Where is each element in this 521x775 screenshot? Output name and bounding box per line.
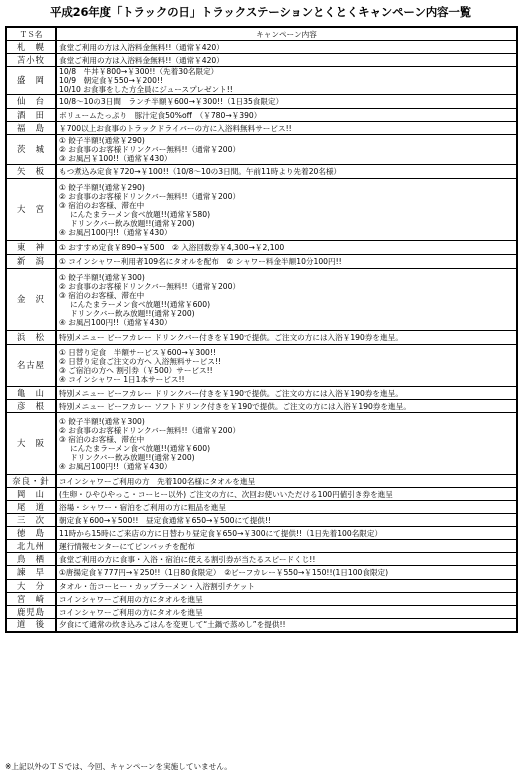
campaign-line: ドリンクバー飲み放題!!(通常￥200): [70, 218, 195, 228]
ts-name-cell: 北九州: [6, 540, 56, 553]
campaign-line: にんたまラーメン食べ放題!!(通常￥600): [70, 443, 211, 453]
campaign-line: 夕食にて通常の炊き込みごはんを変更して“土鍋で蒸めし”を提供!!: [59, 620, 286, 630]
campaign-line: 11時から15時にご来店の方に日替わり昼定食￥650→￥300にて提供!!（1日先着100名限定）: [59, 528, 383, 538]
campaign-line: 食堂ご利用の方は入浴料金無料!!（通常￥420）: [59, 42, 224, 52]
campaign-line: ④ お風呂100円!!（通常￥430）: [59, 317, 172, 327]
campaign-line: ① コインシャワー利用者109名にタオルを配布 ② シャワー料金半額10分100円!!: [59, 257, 342, 266]
campaign-content-cell: [56, 593, 517, 606]
table-row: [6, 606, 517, 619]
campaign-line: 10/9 朝定食￥550→￥200!!: [59, 76, 164, 85]
campaign-table: [5, 26, 518, 633]
ts-name-cell: 鳥 栖: [6, 553, 56, 566]
table-row: [6, 255, 517, 269]
campaign-content-cell: [56, 400, 517, 413]
campaign-content-cell: [56, 527, 517, 540]
ts-name-cell: 宮 崎: [6, 593, 56, 606]
table-row: [6, 566, 517, 580]
table-row: [6, 488, 517, 501]
table-row: [6, 269, 517, 331]
ts-name-cell: 札 幌: [6, 41, 56, 54]
campaign-line: ￥700以上お食事のトラックドライバーの方に入浴料無料サービス!!: [59, 123, 292, 133]
ts-name-cell: 大 分: [6, 580, 56, 593]
campaign-content-cell: [56, 269, 517, 331]
ts-name-cell: 盛 岡: [6, 67, 56, 95]
table-row: [6, 475, 517, 488]
campaign-line: ① おすすめ定食￥890→￥500 ② 入浴回数券￥4,300→￥2,100: [59, 243, 285, 252]
campaign-line: ④ コインシャワー 1日1本サービス!!: [59, 374, 185, 384]
campaign-line: 特別メニュー ビーフカレー ドリンクバー付きを￥190で提供。ご注文の方には入浴￥190券を進呈。: [59, 333, 403, 342]
table-row: [6, 413, 517, 475]
ts-name-cell: 三 次: [6, 514, 56, 527]
ts-name-cell: 金 沢: [6, 269, 56, 331]
ts-name-cell: 福 島: [6, 122, 56, 135]
campaign-line: ② お食事のお客様ドリンクバー無料!!（通常￥200）: [59, 145, 241, 154]
table-row: [6, 527, 517, 540]
table-row: [6, 400, 517, 413]
campaign-line: ③ ご宿泊の方へ 割引券（￥500）サービス!!: [59, 365, 213, 375]
campaign-line: ④ お風呂100円!!（通常￥430）: [59, 461, 172, 471]
table-row: [6, 593, 517, 606]
campaign-content-cell: [56, 540, 517, 553]
ts-name-cell: 亀 山: [6, 387, 56, 400]
table-row: [6, 553, 517, 566]
campaign-content-cell: [56, 67, 517, 95]
campaign-line: ① 餃子半額!(通常￥290): [59, 182, 145, 192]
ts-name-cell: 大 阪: [6, 413, 56, 475]
ts-name-cell: 大 宮: [6, 179, 56, 241]
ts-name-cell: 新 潟: [6, 255, 56, 269]
campaign-content-cell: [56, 619, 517, 632]
table-row: [6, 67, 517, 95]
campaign-line: (生卵・ひやひやっこ・コーヒー以外) ご注文の方に、次回お使いいただける100円値引き券を進呈: [59, 489, 393, 499]
table-row: [6, 41, 517, 54]
campaign-line: ④ お風呂100円!!（通常￥430）: [59, 227, 172, 237]
campaign-line: ① 餃子半額!(通常￥290): [59, 136, 145, 145]
ts-name-cell: 尾 道: [6, 501, 56, 514]
ts-name-cell: 諫 早: [6, 566, 56, 580]
campaign-content-cell: [56, 413, 517, 475]
campaign-line: コインシャワーご利用の方にタオルを進呈: [59, 594, 203, 604]
campaign-content-cell: [56, 553, 517, 566]
ts-name-cell: 東 神: [6, 241, 56, 255]
campaign-content-cell: [56, 501, 517, 514]
column-header-ts-name: ＴＳ名: [6, 27, 56, 41]
campaign-line: ① 餃子半額!(通常￥300): [59, 272, 145, 282]
campaign-content-cell: [56, 255, 517, 269]
campaign-content-cell: [56, 488, 517, 501]
ts-name-cell: 奈良・針: [6, 475, 56, 488]
ts-name-cell: 岡 山: [6, 488, 56, 501]
campaign-content-cell: [56, 179, 517, 241]
table-row: [6, 54, 517, 67]
campaign-line: 特別メニュー ビーフカレー ドリンクバー付きを￥190で提供。ご注文の方には入浴￥190券を進呈。: [59, 388, 403, 398]
campaign-content-cell: [56, 54, 517, 67]
campaign-line: ① 日替り定食 半額サービス￥600→￥300!!: [59, 347, 216, 357]
table-row: [6, 165, 517, 179]
campaign-line: 10/10 お食事をした方全員にジュースプレゼント!!: [59, 85, 233, 94]
campaign-content-cell: [56, 41, 517, 54]
ts-name-cell: 名古屋: [6, 345, 56, 387]
campaign-line: 朝定食￥600→￥500!! 昼定食通常￥650→￥500にて提供!!: [59, 515, 271, 525]
table-row: [6, 514, 517, 527]
campaign-content-cell: [56, 387, 517, 400]
campaign-line: 食堂ご利用の方は入浴料金無料!!（通常￥420）: [59, 55, 224, 65]
column-header-campaign: キャンペーン内容: [56, 27, 517, 41]
campaign-line: ③ 宿泊のお客様、滞在中: [59, 290, 145, 300]
ts-name-cell: 酒 田: [6, 109, 56, 122]
campaign-line: 運行情報センターにてピンバッチを配布: [59, 541, 195, 551]
ts-name-cell: 浜 松: [6, 331, 56, 345]
table-header-row: [6, 27, 517, 41]
table-row: [6, 580, 517, 593]
campaign-line: ② お食事のお客様ドリンクバー無料!!（通常￥200）: [59, 281, 241, 291]
footnote: ※上記以外のＴＳでは、今回、キャンペーンを実施していません。: [5, 762, 232, 771]
campaign-line: ③ お風呂￥100!!（通常￥430）: [59, 154, 172, 163]
campaign-content-cell: [56, 241, 517, 255]
table-body: [6, 41, 517, 632]
table-row: [6, 241, 517, 255]
campaign-line: もつ煮込み定食￥720→￥100!!（10/8～10の3日間。午前11時より先着20名様）: [59, 167, 342, 176]
table-row: [6, 179, 517, 241]
table-row: [6, 387, 517, 400]
campaign-line: タオル・缶コーヒー・カップラーメン・入浴割引チケット: [59, 581, 255, 591]
campaign-line: コインシャワーご利用の方にタオルを進呈: [59, 607, 203, 617]
campaign-content-cell: [56, 331, 517, 345]
campaign-line: ③ 宿泊のお客様、滞在中: [59, 200, 145, 210]
table-row: [6, 501, 517, 514]
campaign-content-cell: [56, 109, 517, 122]
campaign-line: ドリンクバー飲み放題!!(通常￥200): [70, 452, 195, 462]
table-row: [6, 345, 517, 387]
campaign-line: ① 餃子半額!(通常￥300): [59, 416, 145, 426]
campaign-line: ボリュームたっぷり 豚汁定食50%off （￥780→￥390）: [59, 110, 262, 120]
ts-name-cell: 徳 島: [6, 527, 56, 540]
ts-name-cell: 苫小牧: [6, 54, 56, 67]
ts-name-cell: 仙 台: [6, 95, 56, 109]
table-row: [6, 109, 517, 122]
table-row: [6, 122, 517, 135]
table-row: [6, 331, 517, 345]
campaign-line: にんたまラーメン食べ放題!!(通常￥580): [70, 209, 211, 219]
campaign-content-cell: [56, 95, 517, 109]
table-row: [6, 135, 517, 165]
campaign-content-cell: [56, 122, 517, 135]
campaign-line: ② お食事のお客様ドリンクバー無料!!（通常￥200）: [59, 425, 241, 435]
table-row: [6, 95, 517, 109]
campaign-line: ② 日替り定食ご注文の方へ 入浴無料サービス!!: [59, 356, 222, 366]
campaign-line: コインシャワーご利用の方 先着100名様にタオルを進呈: [59, 476, 256, 486]
ts-name-cell: 茨 城: [6, 135, 56, 165]
ts-name-cell: 鹿児島: [6, 606, 56, 619]
campaign-line: 特別メニュー ビーフカレー ソフトドリンク付きを￥190で提供。ご注文の方には入浴￥190券を進呈。: [59, 401, 411, 411]
campaign-line: ドリンクバー飲み放題!!(通常￥200): [70, 308, 195, 318]
campaign-line: ①唐揚定食￥777円→￥250!!（1日80食限定） ②ビーフカレー￥550→￥150!!(1日100食限定): [59, 568, 389, 577]
campaign-line: 食堂ご利用の方に食事・入浴・宿泊に使える割引券が当たるスピードくじ!!: [59, 554, 316, 564]
campaign-line: 浴場・シャワー・宿泊をご利用の方に粗品を進呈: [59, 502, 226, 512]
campaign-content-cell: [56, 566, 517, 580]
campaign-content-cell: [56, 345, 517, 387]
table-row: [6, 540, 517, 553]
table-row: [6, 619, 517, 632]
ts-name-cell: 矢 板: [6, 165, 56, 179]
campaign-line: 10/8 牛丼￥800→￥300!!（先着30名限定）: [59, 67, 219, 76]
ts-name-cell: 彦 根: [6, 400, 56, 413]
campaign-content-cell: [56, 475, 517, 488]
page-title: 平成26年度「トラックの日」トラックステーションとくとくキャンペーン内容一覧: [50, 5, 471, 19]
campaign-line: ③ 宿泊のお客様、滞在中: [59, 434, 145, 444]
campaign-content-cell: [56, 606, 517, 619]
campaign-content-cell: [56, 580, 517, 593]
campaign-content-cell: [56, 165, 517, 179]
ts-name-cell: 道 後: [6, 619, 56, 632]
campaign-line: 10/8～10の3日間 ランチ半額￥600→￥300!!（1日35食限定）: [59, 97, 284, 106]
campaign-line: にんたまラーメン食べ放題!!(通常￥600): [70, 299, 211, 309]
campaign-content-cell: [56, 514, 517, 527]
campaign-line: ② お食事のお客様ドリンクバー無料!!（通常￥200）: [59, 191, 241, 201]
campaign-content-cell: [56, 135, 517, 165]
